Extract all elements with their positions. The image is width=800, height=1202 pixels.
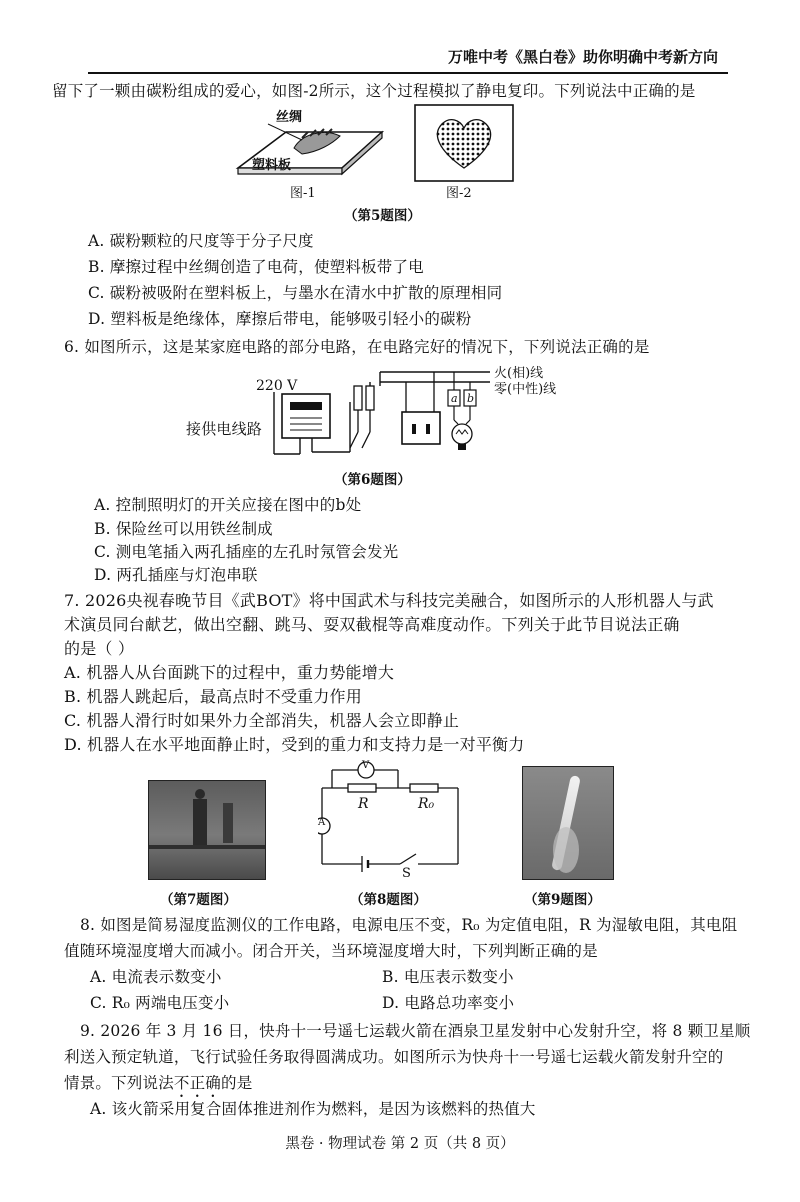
q5-figure-2 [414,104,514,182]
toner-dot [477,138,480,141]
q8-voltmeter-label: V [362,760,370,771]
q6-option-b: B. 保险丝可以用铁丝制成 [94,520,273,538]
q7-stem-line-1: 7. 2026央视春晚节目《武BOT》将中国武术与科技完美融合，如图所示的人形机器人与武 [64,591,714,610]
q9-option-a: A. 该火箭采用复合固体推进剂作为燃料，是因为该燃料的热值大 [90,1100,536,1118]
toner-dot [452,148,455,151]
q6-stem: 6. 如图所示，这是某家庭电路的部分电路，在电路完好的情况下，下列说法正确的是 [64,338,650,356]
q9-stem-line-3 [64,1072,252,1101]
q9-stem-line-2: 利送入预定轨道，飞行试验任务取得圆满成功。如图所示为快舟十一号遥七运载火箭发射升空的 [64,1048,724,1066]
q9-figure-caption: （第9题图） [524,892,601,908]
q9-emphasis-not-correct: 不正确 [173,1074,222,1092]
toner-dot [472,133,475,136]
page-footer: 黑卷 · 物理试卷 第 2 页（共 8 页） [285,1136,515,1152]
toner-dot [442,123,445,126]
q9-stem-line-1: 9. 2026 年 3 月 16 日，快舟十一号遥七运载火箭在酒泉卫星发射中心发射升空，将 8 颗卫星顺 [80,1022,751,1040]
q7-figure-caption: （第7题图） [160,892,237,908]
q6-label-a: a [451,392,458,405]
header-divider [88,72,728,74]
q8-stem-line-1: 8. 如图是简易湿度监测仪的工作电路，电源电压不变，R₀ 为定值电阻，R 为湿敏电阻，其电阻 [80,916,738,934]
toner-dot [452,138,455,141]
toner-dot [482,138,485,141]
toner-dot [487,128,490,131]
toner-dot [487,138,490,141]
toner-dot [482,148,485,151]
toner-dot [462,133,465,136]
q5-fig1-plate-label: 塑料板 [252,158,292,173]
toner-dot [457,133,460,136]
toner-dot [462,158,465,161]
q9-rocket-photo [522,766,614,880]
q8-ammeter-label: A [318,817,326,828]
toner-dot [447,123,450,126]
q8-option-b: B. 电压表示数变小 [382,968,514,986]
toner-dot [482,123,485,126]
q9-stem-part-2: 的是 [221,1074,253,1092]
q6-option-c: C. 测电笔插入两孔插座的左孔时氖管会发光 [94,543,399,561]
toner-dot [447,143,450,146]
toner-dot [477,123,480,126]
toner-dot [472,123,475,126]
toner-dot [452,153,455,156]
toner-dot [457,128,460,131]
toner-dot [482,143,485,146]
toner-dot [457,138,460,141]
toner-dot [452,133,455,136]
q8-option-c: C. R₀ 两端电压变小 [90,994,230,1012]
toner-dot [467,148,470,151]
toner-dot [472,138,475,141]
toner-dot [462,163,465,166]
toner-dot [467,138,470,141]
toner-dot [447,133,450,136]
toner-dot [462,138,465,141]
q8-resistor-r-label: R [358,796,369,812]
q5-fig2-caption: 图-2 [446,186,472,201]
q7-robot-photo [148,780,266,880]
toner-dot [447,148,450,151]
toner-dot [467,163,470,166]
q9-stem-part-1: 情景。下列说法 [64,1074,174,1092]
q5-option-c: C. 碳粉被吸附在塑料板上，与墨水在清水中扩散的原理相同 [88,284,503,302]
q7-stem-line-2: 术演员同台献艺，做出空翻、跳马、耍双截棍等高难度动作。下列关于此节目说法正确 [64,615,680,634]
toner-dot [442,133,445,136]
toner-dot [482,128,485,131]
q6-neutral-label: 零(中性)线 [494,382,557,397]
toner-dot [477,128,480,131]
q7-option-c: C. 机器人滑行时如果外力全部消失，机器人会立即静止 [64,711,460,730]
q6-live-label: 火(相)线 [494,366,544,381]
toner-dot [442,143,445,146]
toner-dot [452,128,455,131]
toner-dot [447,128,450,131]
q8-option-d: D. 电路总功率变小 [382,994,515,1012]
q5-fig1-silk-label: 丝绸 [276,110,303,125]
toner-dot [452,123,455,126]
toner-dot [437,133,440,136]
toner-dot [477,133,480,136]
toner-dot [467,133,470,136]
header-slogan: 万唯中考《黑白卷》助你明确中考新方向 [447,48,718,66]
toner-dot [467,153,470,156]
q5-figure-caption: （第5题图） [344,208,421,224]
toner-dot [462,128,465,131]
q8-resistor-r0-label: R₀ [418,796,435,812]
toner-dot [447,153,450,156]
toner-dot [487,143,490,146]
toner-dot [462,153,465,156]
q5-option-a: A. 碳粉颗粒的尺度等于分子尺度 [88,232,314,250]
toner-dot [457,153,460,156]
q7-option-b: B. 机器人跳起后，最高点时不受重力作用 [64,687,362,706]
toner-dot [462,148,465,151]
toner-dot [457,148,460,151]
q5-option-d: D. 塑料板是绝缘体，摩擦后带电，能够吸引轻小的碳粉 [88,310,472,328]
toner-dot [457,158,460,161]
toner-dot [472,143,475,146]
q5-option-b: B. 摩擦过程中丝绸创造了电荷，使塑料板带了电 [88,258,424,276]
toner-dot [462,143,465,146]
toner-dot [467,123,470,126]
q8-figure-caption: （第8题图） [350,892,427,908]
toner-dot [472,128,475,131]
toner-dot [477,143,480,146]
toner-dot [472,148,475,151]
q6-label-b: b [467,392,475,405]
toner-dot [457,143,460,146]
toner-dot [477,148,480,151]
q8-switch-label: S [402,866,411,881]
q6-option-a: A. 控制照明灯的开关应接在图中的b处 [94,496,362,514]
toner-dot [452,143,455,146]
q8-stem-line-2: 值随环境湿度增大而减小。闭合开关，当环境湿度增大时，下列判断正确的是 [64,942,598,960]
toner-dot [472,153,475,156]
toner-dot [457,123,460,126]
toner-dot [442,138,445,141]
q6-supply-label: 接供电线路 [186,420,263,438]
q6-option-d: D. 两孔插座与灯泡串联 [94,566,258,584]
toner-dot [487,133,490,136]
q6-voltage-label: 220 V [256,378,298,394]
q7-option-a: A. 机器人从台面跳下的过程中，重力势能增大 [64,663,395,682]
q5-stem: 留下了一颗由碳粉组成的爱心，如图-2所示，这个过程模拟了静电复印。下列说法中正确的是 [52,82,696,100]
toner-dot [482,133,485,136]
q7-stem-line-3: 的是（ ） [64,639,135,658]
q5-fig1-caption: 图-1 [290,186,316,201]
q8-circuit-diagram [318,760,468,882]
toner-dot [472,158,475,161]
toner-dot [467,158,470,161]
q7-option-d: D. 机器人在水平地面静止时，受到的重力和支持力是一对平衡力 [64,735,525,754]
q8-option-a: A. 电流表示数变小 [90,968,222,986]
toner-dot [467,143,470,146]
toner-dot [442,128,445,131]
toner-dot [447,138,450,141]
toner-dot [477,153,480,156]
toner-dot [467,128,470,131]
toner-dot [452,158,455,161]
q6-figure-caption: （第6题图） [334,472,411,488]
